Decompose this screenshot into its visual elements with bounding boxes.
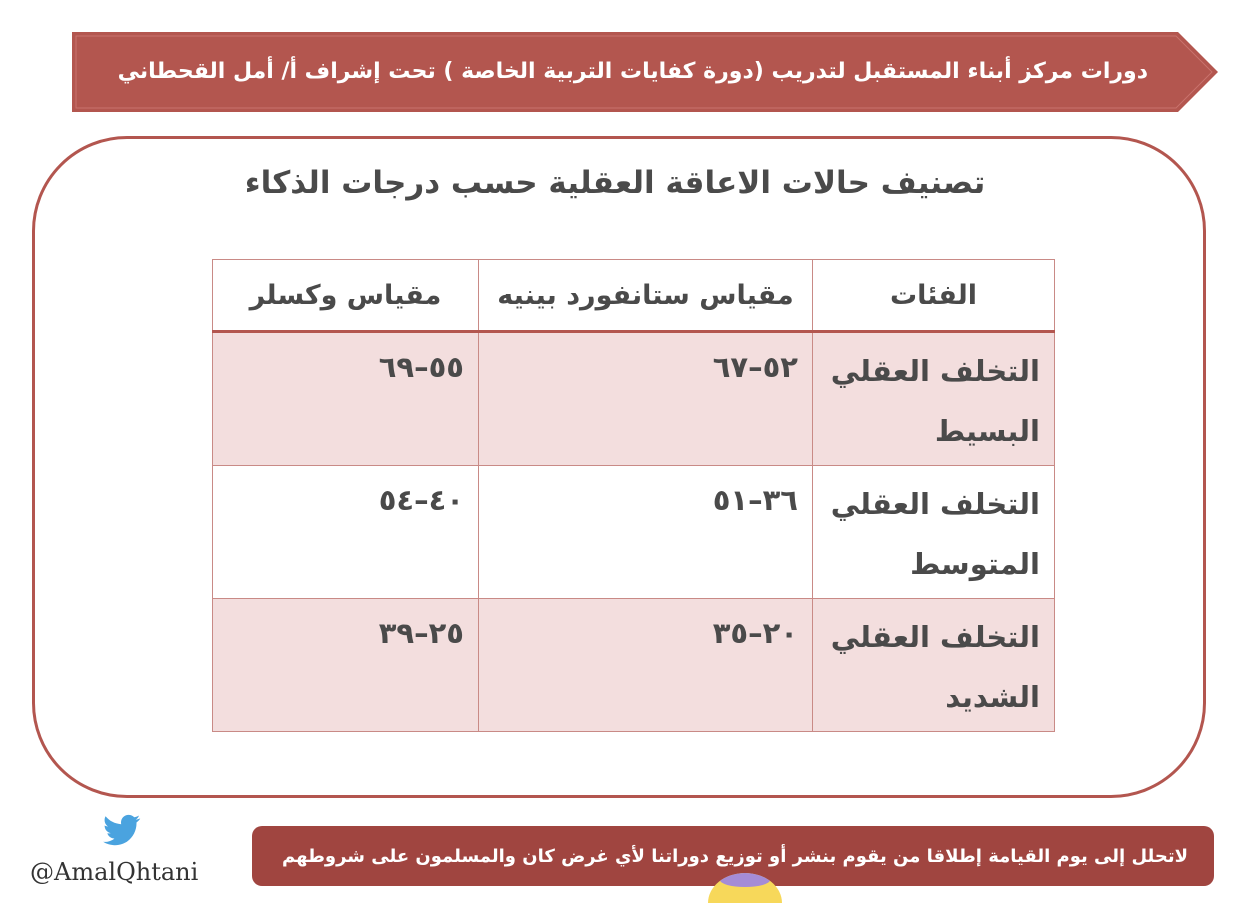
- row-category: التخلف العقلي المتوسط: [813, 466, 1055, 599]
- footer-notice-text: لاتحلل إلى يوم القيامة إطلاقا من يقوم بنشر أو توزيع دوراتنا لأي غرض كان والمسلمون على شروطهم: [281, 845, 1188, 867]
- row-stanford-binet: ٢٠–٣٥: [479, 599, 813, 732]
- row-wechsler: ٤٠–٥٤: [213, 466, 479, 599]
- row-stanford-binet: ٥٢–٦٧: [479, 332, 813, 466]
- page-title-text: تصنيف حالات الاعاقة العقلية حسب درجات الذكاء: [244, 165, 986, 201]
- header-banner-text: دورات مركز أبناء المستقبل لتدريب (دورة كفايات التربية الخاصة ) تحت إشراف أ/ أمل القحطاني: [117, 59, 1148, 84]
- twitter-handle: @AmalQhtani: [30, 858, 199, 886]
- table-row: [213, 332, 1055, 466]
- header-wechsler: مقياس وكسلر: [213, 260, 479, 332]
- header-stanford-binet: مقياس ستانفورد بينيه: [479, 260, 813, 332]
- row-stanford-binet: ٣٦–٥١: [479, 466, 813, 599]
- row-wechsler: ٢٥–٣٩: [213, 599, 479, 732]
- iq-classification-table: [212, 259, 1055, 732]
- header-banner: [72, 32, 1218, 112]
- header-category: الفئات: [813, 260, 1055, 332]
- table-header-row: [213, 260, 1055, 332]
- row-category: التخلف العقلي الشديد: [813, 599, 1055, 732]
- table-row: [213, 599, 1055, 732]
- twitter-bird-icon: [102, 814, 142, 848]
- row-wechsler: ٥٥–٦٩: [213, 332, 479, 466]
- table-row: [213, 466, 1055, 599]
- row-category: التخلف العقلي البسيط: [813, 332, 1055, 466]
- page-title: [0, 165, 1242, 201]
